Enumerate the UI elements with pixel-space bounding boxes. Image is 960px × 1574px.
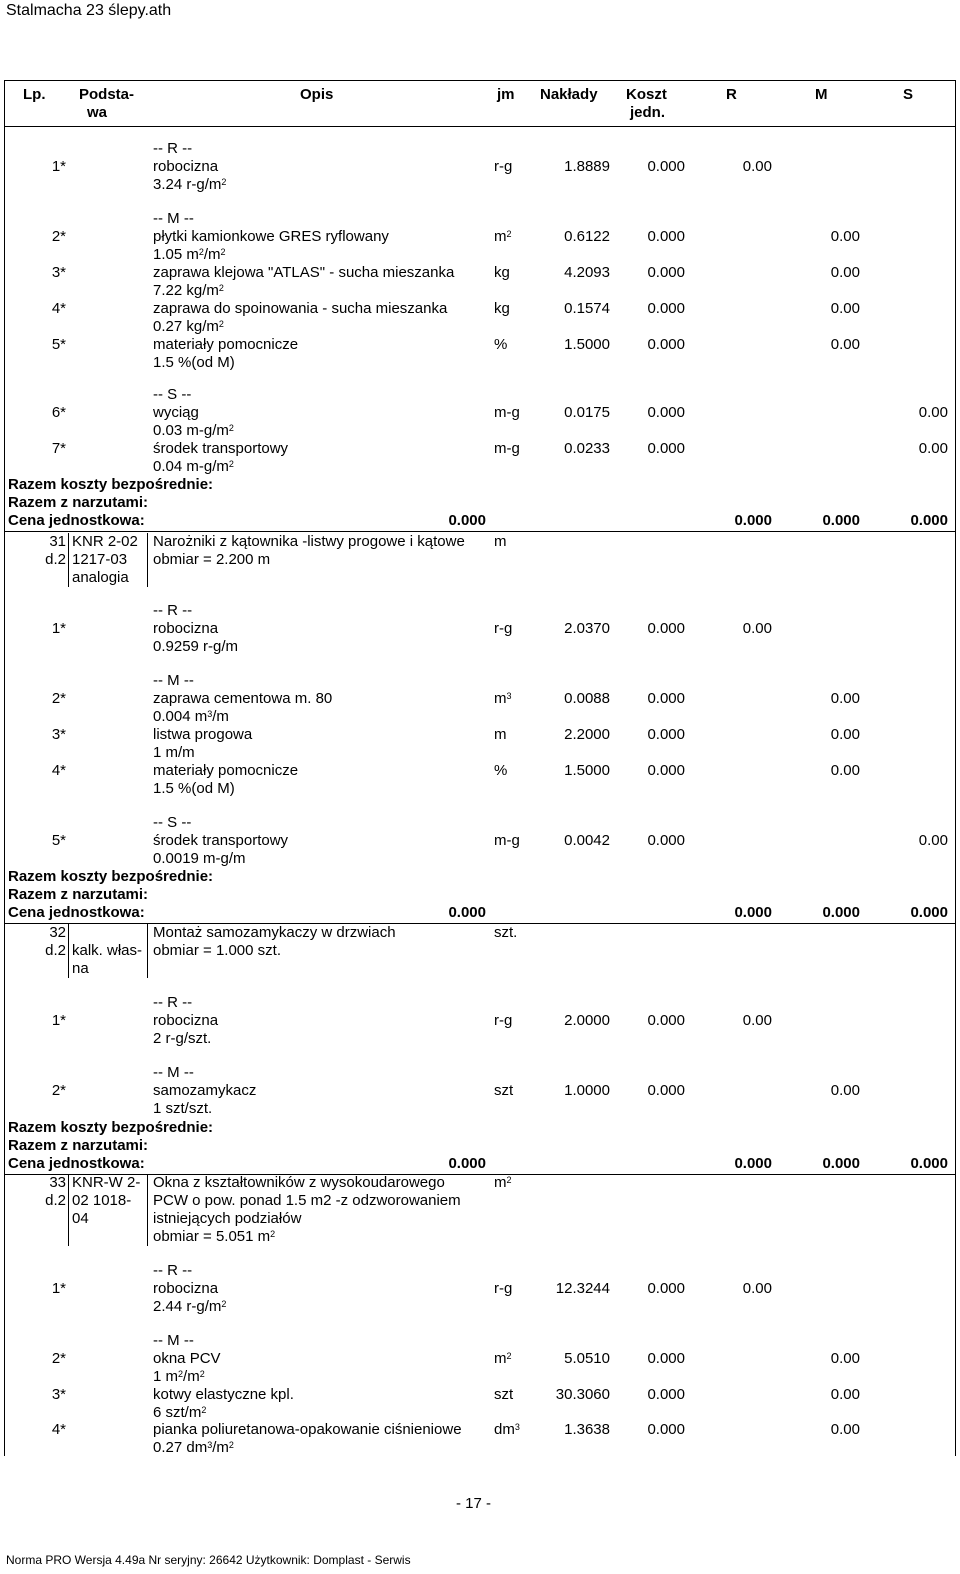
line-description: 0.04 $m-g/m^2$ <box>153 458 234 475</box>
summary-m-value: 0.000 <box>822 512 860 529</box>
line-unit: $m^2$ <box>494 1350 512 1367</box>
line-lp: 2* <box>51 1350 66 1367</box>
line-description: -- M -- <box>153 672 194 689</box>
line-value-m: 0.00 <box>830 762 860 779</box>
line-unit: szt <box>494 1386 514 1403</box>
position-basis: KNR 2-02 <box>72 533 138 550</box>
summary-r-value: 0.000 <box>734 904 772 921</box>
line-description: 0.03 $m-g/m^2$ <box>153 422 234 439</box>
line-unit: r-g <box>494 620 513 637</box>
line-unit-cost: 0.000 <box>647 620 685 637</box>
line-value-m: 0.00 <box>830 300 860 317</box>
line-value-m: 0.00 <box>830 726 860 743</box>
line-description: płytki kamionkowe GRES ryflowany <box>153 228 389 245</box>
position-d: d.2 <box>45 942 66 959</box>
page-left-border <box>4 80 5 1456</box>
summary-cena-value: 0.000 <box>448 1155 486 1172</box>
position-basis: kalk. włas- <box>72 942 143 959</box>
line-description: 1 $m^2/m^2$ <box>153 1368 205 1385</box>
line-lp: 3* <box>51 1386 66 1403</box>
line-description: robocizna <box>153 158 219 175</box>
line-quantity: 2.0000 <box>564 1012 610 1029</box>
position-unit: $m^2$ <box>494 1174 512 1191</box>
page-number: - 17 - <box>456 1495 492 1512</box>
position-column-divider <box>147 924 148 978</box>
line-quantity: 5.0510 <box>564 1350 610 1367</box>
line-lp: 4* <box>51 762 66 779</box>
position-description: Narożniki z kątownika -listwy progowe i kątowe <box>153 533 465 550</box>
line-unit-cost: 0.000 <box>647 1386 685 1403</box>
line-lp: 6* <box>51 404 66 421</box>
position-basis: analogia <box>72 569 129 586</box>
position-column-divider <box>147 1174 148 1246</box>
line-description: -- R -- <box>153 994 193 1011</box>
line-unit-cost: 0.000 <box>647 1012 685 1029</box>
line-description: 1 m/m <box>153 744 195 761</box>
line-unit: $m^2$ <box>494 228 512 245</box>
line-description: 0.9259 r-g/m <box>153 638 239 655</box>
line-description: materiały pomocnicze <box>153 336 299 353</box>
position-description: istniejących podziałów <box>153 1210 302 1227</box>
line-unit-cost: 0.000 <box>647 158 685 175</box>
position-unit: szt. <box>494 924 518 941</box>
line-description: wyciąg <box>153 404 199 421</box>
line-unit: kg <box>494 300 510 317</box>
line-unit: % <box>494 336 508 353</box>
line-value-m: 0.00 <box>830 264 860 281</box>
line-value-m: 0.00 <box>830 336 860 353</box>
position-basis: 04 <box>72 1210 89 1227</box>
summary-razem-narzuty: Razem z narzutami: <box>8 1137 149 1154</box>
line-lp: 5* <box>51 832 66 849</box>
line-unit: m-g <box>494 404 520 421</box>
line-description: -- R -- <box>153 140 193 157</box>
summary-cena-label: Cena jednostkowa: <box>8 512 145 529</box>
line-quantity: 12.3244 <box>555 1280 610 1297</box>
line-description: 1.05 $m^2/m^2$ <box>153 246 226 263</box>
line-unit-cost: 0.000 <box>647 228 685 245</box>
line-description: -- R -- <box>153 602 193 619</box>
summary-r-value: 0.000 <box>734 1155 772 1172</box>
line-unit: szt <box>494 1082 514 1099</box>
line-value-m: 0.00 <box>830 1082 860 1099</box>
line-description: 3.24 $r-g/m^2$ <box>153 176 227 193</box>
line-description: materiały pomocnicze <box>153 762 299 779</box>
header-podstawa-2: wa <box>87 104 108 121</box>
line-value-r: 0.00 <box>742 620 772 637</box>
position-d: d.2 <box>45 551 66 568</box>
line-description: zaprawa klejowa "ATLAS" - sucha mieszanka <box>153 264 455 281</box>
header-podstawa: Podsta- <box>79 86 135 103</box>
line-unit: m <box>494 726 507 743</box>
line-description: 0.27 $kg/m^2$ <box>153 318 224 335</box>
line-unit: % <box>494 762 508 779</box>
summary-r-value: 0.000 <box>734 512 772 529</box>
line-unit-cost: 0.000 <box>647 1280 685 1297</box>
line-quantity: 1.8889 <box>564 158 610 175</box>
line-unit-cost: 0.000 <box>647 264 685 281</box>
line-description: -- M -- <box>153 210 194 227</box>
header-opis: Opis <box>300 86 334 103</box>
summary-razem-bezposrednie: Razem koszty bezpośrednie: <box>8 476 214 493</box>
header-bottom-border <box>4 126 956 127</box>
line-lp: 5* <box>51 336 66 353</box>
line-lp: 2* <box>51 228 66 245</box>
line-value-s: 0.00 <box>918 832 948 849</box>
line-description: środek transportowy <box>153 440 289 457</box>
line-description: pianka poliuretanowa-opakowanie ciśnieniowe <box>153 1421 462 1438</box>
line-description: 1.5 %(od M) <box>153 780 235 797</box>
line-description: -- S -- <box>153 386 192 403</box>
line-unit-cost: 0.000 <box>647 832 685 849</box>
line-value-m: 0.00 <box>830 1421 860 1438</box>
line-quantity: 0.1574 <box>564 300 610 317</box>
line-quantity: 1.5000 <box>564 336 610 353</box>
position-column-divider <box>68 924 69 978</box>
line-unit: $m^3$ <box>494 690 512 707</box>
line-description: robocizna <box>153 620 219 637</box>
line-lp: 2* <box>51 1082 66 1099</box>
header-jm: jm <box>497 86 515 103</box>
line-lp: 1* <box>51 620 66 637</box>
position-description: obmiar = 5.051 $m^2$ <box>153 1228 276 1245</box>
document-title: Stalmacha 23 ślepy.ath <box>6 2 172 19</box>
line-quantity: 0.0088 <box>564 690 610 707</box>
line-quantity: 1.3638 <box>564 1421 610 1438</box>
summary-razem-bezposrednie: Razem koszty bezpośrednie: <box>8 868 214 885</box>
line-lp: 1* <box>51 1012 66 1029</box>
position-description: obmiar = 1.000 szt. <box>153 942 281 959</box>
line-description: kotwy elastyczne kpl. <box>153 1386 294 1403</box>
line-value-m: 0.00 <box>830 228 860 245</box>
line-unit: m-g <box>494 832 520 849</box>
line-description: 0.0019 m-g/m <box>153 850 246 867</box>
position-basis: KNR-W 2- <box>72 1174 141 1191</box>
line-unit-cost: 0.000 <box>647 1350 685 1367</box>
summary-m-value: 0.000 <box>822 904 860 921</box>
line-lp: 4* <box>51 1421 66 1438</box>
line-description: listwa progowa <box>153 726 253 743</box>
position-description: Okna z kształtowników z wysokoudarowego <box>153 1174 445 1191</box>
position-description: Montaż samozamykaczy w drzwiach <box>153 924 396 941</box>
line-unit-cost: 0.000 <box>647 1421 685 1438</box>
header-koszt: Koszt <box>626 86 667 103</box>
line-unit-cost: 0.000 <box>647 300 685 317</box>
position-unit: m <box>494 533 507 550</box>
page-right-border <box>955 80 956 1456</box>
line-lp: 1* <box>51 1280 66 1297</box>
line-unit-cost: 0.000 <box>647 336 685 353</box>
line-value-s: 0.00 <box>918 440 948 457</box>
line-description: 0.27 $dm^3/m^2$ <box>153 1439 234 1456</box>
line-value-m: 0.00 <box>830 1350 860 1367</box>
line-value-m: 0.00 <box>830 690 860 707</box>
line-description: 2.44 $r-g/m^2$ <box>153 1298 227 1315</box>
position-column-divider <box>147 533 148 587</box>
summary-razem-bezposrednie: Razem koszty bezpośrednie: <box>8 1119 214 1136</box>
line-description: 1 szt/szt. <box>153 1100 213 1117</box>
line-unit: r-g <box>494 1280 513 1297</box>
line-lp: 4* <box>51 300 66 317</box>
line-quantity: 1.0000 <box>564 1082 610 1099</box>
line-quantity: 0.0042 <box>564 832 610 849</box>
line-description: 1.5 %(od M) <box>153 354 235 371</box>
line-lp: 3* <box>51 264 66 281</box>
line-value-r: 0.00 <box>742 158 772 175</box>
summary-s-value: 0.000 <box>910 512 948 529</box>
line-description: -- M -- <box>153 1064 194 1081</box>
line-description: 7.22 $kg/m^2$ <box>153 282 224 299</box>
summary-cena-value: 0.000 <box>448 904 486 921</box>
header-s: S <box>903 86 914 103</box>
summary-s-value: 0.000 <box>910 904 948 921</box>
line-description: -- S -- <box>153 814 192 831</box>
summary-razem-narzuty: Razem z narzutami: <box>8 494 149 511</box>
line-unit-cost: 0.000 <box>647 762 685 779</box>
position-description: obmiar = 2.200 m <box>153 551 271 568</box>
line-quantity: 1.5000 <box>564 762 610 779</box>
line-quantity: 2.2000 <box>564 726 610 743</box>
footer-info: Norma PRO Wersja 4.49a Nr seryjny: 26642 Użytkownik: Domplast - Serwis <box>6 1553 411 1567</box>
line-quantity: 0.0233 <box>564 440 610 457</box>
line-unit: r-g <box>494 1012 513 1029</box>
header-lp: Lp. <box>23 86 46 103</box>
position-separator <box>4 531 956 532</box>
position-number: 31 <box>49 533 66 550</box>
line-lp: 1* <box>51 158 66 175</box>
position-number: 32 <box>49 924 66 941</box>
line-value-m: 0.00 <box>830 1386 860 1403</box>
line-unit-cost: 0.000 <box>647 726 685 743</box>
position-column-divider <box>68 1174 69 1246</box>
line-description: -- M -- <box>153 1332 194 1349</box>
position-basis: 1217-03 <box>72 551 128 568</box>
line-unit-cost: 0.000 <box>647 404 685 421</box>
header-koszt-2: jedn. <box>630 104 666 121</box>
summary-m-value: 0.000 <box>822 1155 860 1172</box>
line-description: okna PCV <box>153 1350 221 1367</box>
line-unit: kg <box>494 264 510 281</box>
line-lp: 2* <box>51 690 66 707</box>
line-description: 0.004 $m^3/m$ <box>153 708 229 725</box>
line-description: -- R -- <box>153 1262 193 1279</box>
line-lp: 3* <box>51 726 66 743</box>
summary-cena-value: 0.000 <box>448 512 486 529</box>
line-quantity: 0.0175 <box>564 404 610 421</box>
line-quantity: 30.3060 <box>555 1386 610 1403</box>
line-value-s: 0.00 <box>918 404 948 421</box>
line-value-r: 0.00 <box>742 1280 772 1297</box>
line-description: zaprawa do spoinowania - sucha mieszanka <box>153 300 448 317</box>
line-unit: $dm^3$ <box>494 1421 520 1438</box>
line-description: 2 r-g/szt. <box>153 1030 212 1047</box>
line-quantity: 2.0370 <box>564 620 610 637</box>
header-r: R <box>726 86 737 103</box>
header-naklady: Nakłady <box>540 86 598 103</box>
summary-cena-label: Cena jednostkowa: <box>8 1155 145 1172</box>
line-description: 6 szt/$m^2$ <box>153 1404 207 1421</box>
line-description: samozamykacz <box>153 1082 257 1099</box>
line-unit-cost: 0.000 <box>647 1082 685 1099</box>
line-quantity: 4.2093 <box>564 264 610 281</box>
summary-razem-narzuty: Razem z narzutami: <box>8 886 149 903</box>
position-basis: na <box>72 960 89 977</box>
position-column-divider <box>68 533 69 587</box>
line-description: zaprawa cementowa m. 80 <box>153 690 333 707</box>
position-description: PCW o pow. ponad 1.5 m2 -z odzworowaniem <box>153 1192 461 1209</box>
line-quantity: 0.6122 <box>564 228 610 245</box>
line-unit: m-g <box>494 440 520 457</box>
line-value-r: 0.00 <box>742 1012 772 1029</box>
position-number: 33 <box>49 1174 66 1191</box>
line-description: robocizna <box>153 1280 219 1297</box>
line-description: środek transportowy <box>153 832 289 849</box>
line-unit-cost: 0.000 <box>647 440 685 457</box>
header-top-border <box>4 80 956 81</box>
summary-s-value: 0.000 <box>910 1155 948 1172</box>
line-unit-cost: 0.000 <box>647 690 685 707</box>
position-basis: 02 1018- <box>72 1192 132 1209</box>
position-d: d.2 <box>45 1192 66 1209</box>
header-m: M <box>815 86 828 103</box>
summary-cena-label: Cena jednostkowa: <box>8 904 145 921</box>
line-unit: r-g <box>494 158 513 175</box>
line-lp: 7* <box>51 440 66 457</box>
line-description: robocizna <box>153 1012 219 1029</box>
